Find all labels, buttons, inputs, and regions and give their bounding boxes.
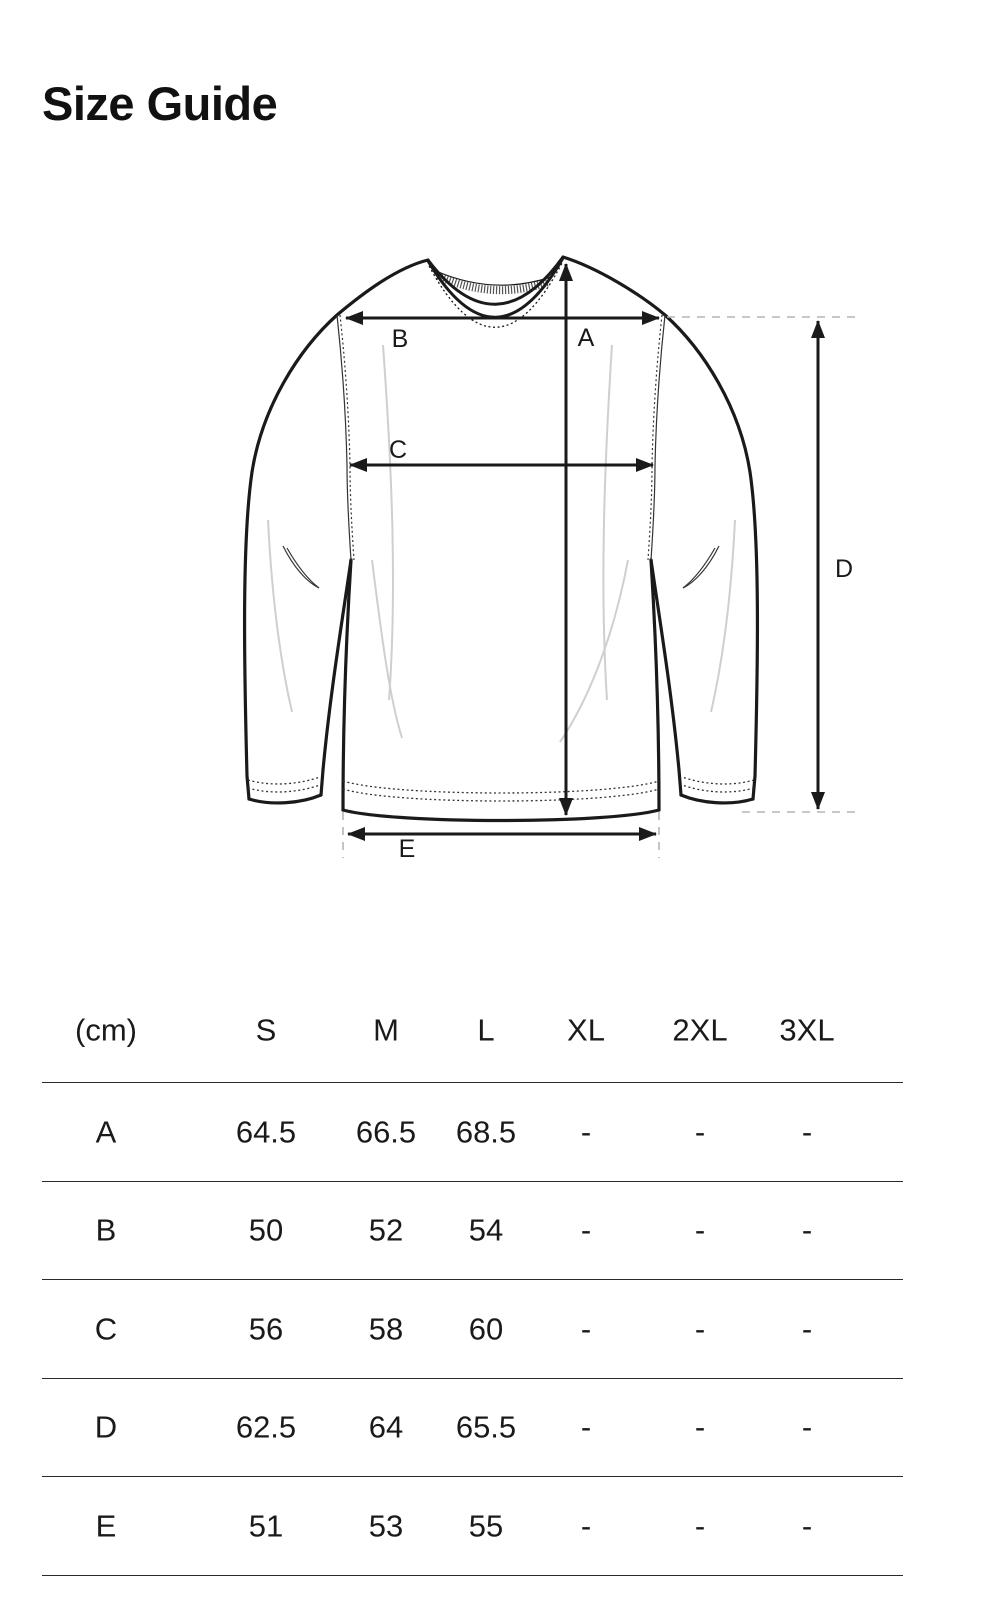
cell-value: 56 [248,1311,284,1347]
cell-value: - [801,1311,813,1347]
cell-value: 51 [248,1508,284,1544]
table-row-c [42,1280,903,1379]
table-header-row [42,978,903,1083]
cell-value: 68.5 [455,1114,517,1150]
row-label: C [94,1311,118,1347]
cell-value: - [694,1114,706,1150]
wrinkle-lines [268,345,735,742]
header-size-2xl: 2XL [672,1012,728,1048]
measure-label-c: C [388,436,408,464]
cell-value: - [580,1311,592,1347]
table-row-e [42,1477,903,1576]
measure-label-e: E [398,835,416,863]
cell-value: - [801,1409,813,1445]
shirt-outline [245,257,758,821]
seam-stitches [248,315,754,801]
cell-value: 58 [368,1311,404,1347]
cell-value: 66.5 [355,1114,417,1150]
cell-value: - [694,1212,706,1248]
header-size-3xl: 3XL [779,1012,835,1048]
row-label: D [94,1409,118,1445]
cell-value: 65.5 [455,1409,517,1445]
cell-value: - [801,1212,813,1248]
cell-value: - [580,1508,592,1544]
header-size-s: S [255,1012,277,1048]
cell-value: 55 [468,1508,504,1544]
row-label: E [95,1508,117,1544]
cell-value: 53 [368,1508,404,1544]
header-size-xl: XL [567,1012,605,1048]
row-label: B [95,1212,117,1248]
cell-value: - [580,1409,592,1445]
cell-value: 60 [468,1311,504,1347]
cell-value: - [694,1311,706,1347]
cell-value: - [580,1114,592,1150]
row-label: A [95,1114,117,1150]
table-row-d [42,1379,903,1478]
table-row-a [42,1083,903,1182]
cell-value: 54 [468,1212,504,1248]
guide-dashes [343,317,856,858]
cell-value: 64.5 [235,1114,297,1150]
measure-label-b: B [391,325,409,353]
cell-value: 62.5 [235,1409,297,1445]
page-title: Size Guide [42,77,278,130]
cell-value: - [801,1508,813,1544]
header-size-l: L [477,1012,495,1048]
cell-value: - [580,1212,592,1248]
cell-value: - [801,1114,813,1150]
cell-value: 50 [248,1212,284,1248]
cell-value: - [694,1409,706,1445]
shirt-diagram [220,240,880,870]
table-row-b [42,1182,903,1281]
cell-value: 64 [368,1409,404,1445]
header-unit: (cm) [75,1012,137,1048]
cell-value: - [694,1508,706,1544]
header-size-m: M [373,1012,399,1048]
shirt-diagram-svg [220,240,880,870]
size-table [42,978,903,1576]
cell-value: 52 [368,1212,404,1248]
measure-label-a: A [577,324,595,352]
measure-label-d: D [834,555,854,583]
